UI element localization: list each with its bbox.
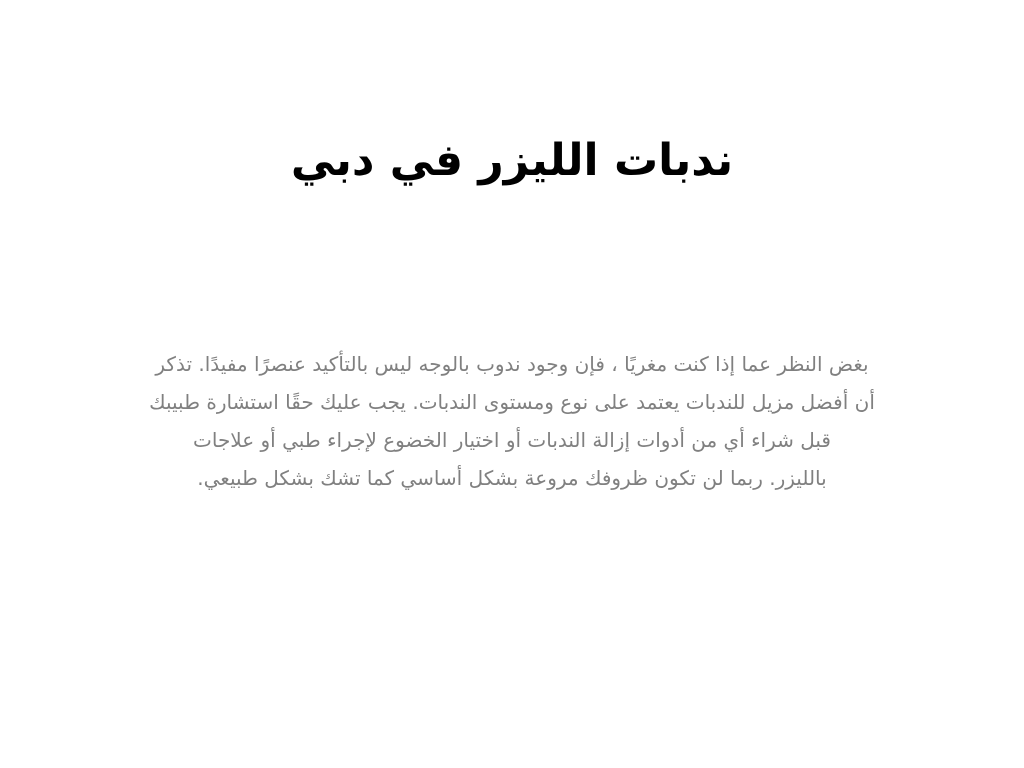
body-line: بغض النظر عما إذا كنت مغريًا ، فإن وجود ندوب بالوجه ليس بالتأكيد عنصرًا مفيدًا. تذكر: [155, 352, 869, 376]
slide-title: ندبات الليزر في دبي: [290, 135, 734, 186]
body-line: بالليزر. ربما لن تكون ظروفك مروعة بشكل أساسي كما تشك بشكل طبيعي.: [197, 466, 827, 490]
body-line: قبل شراء أي من أدوات إزالة الندبات أو اختيار الخضوع لإجراء طبي أو علاجات: [193, 428, 831, 452]
body-line: أن أفضل مزيل للندبات يعتمد على نوع ومستوى الندبات. يجب عليك حقًا استشارة طبيبك: [149, 390, 875, 414]
slide-body-text: [110, 345, 914, 497]
